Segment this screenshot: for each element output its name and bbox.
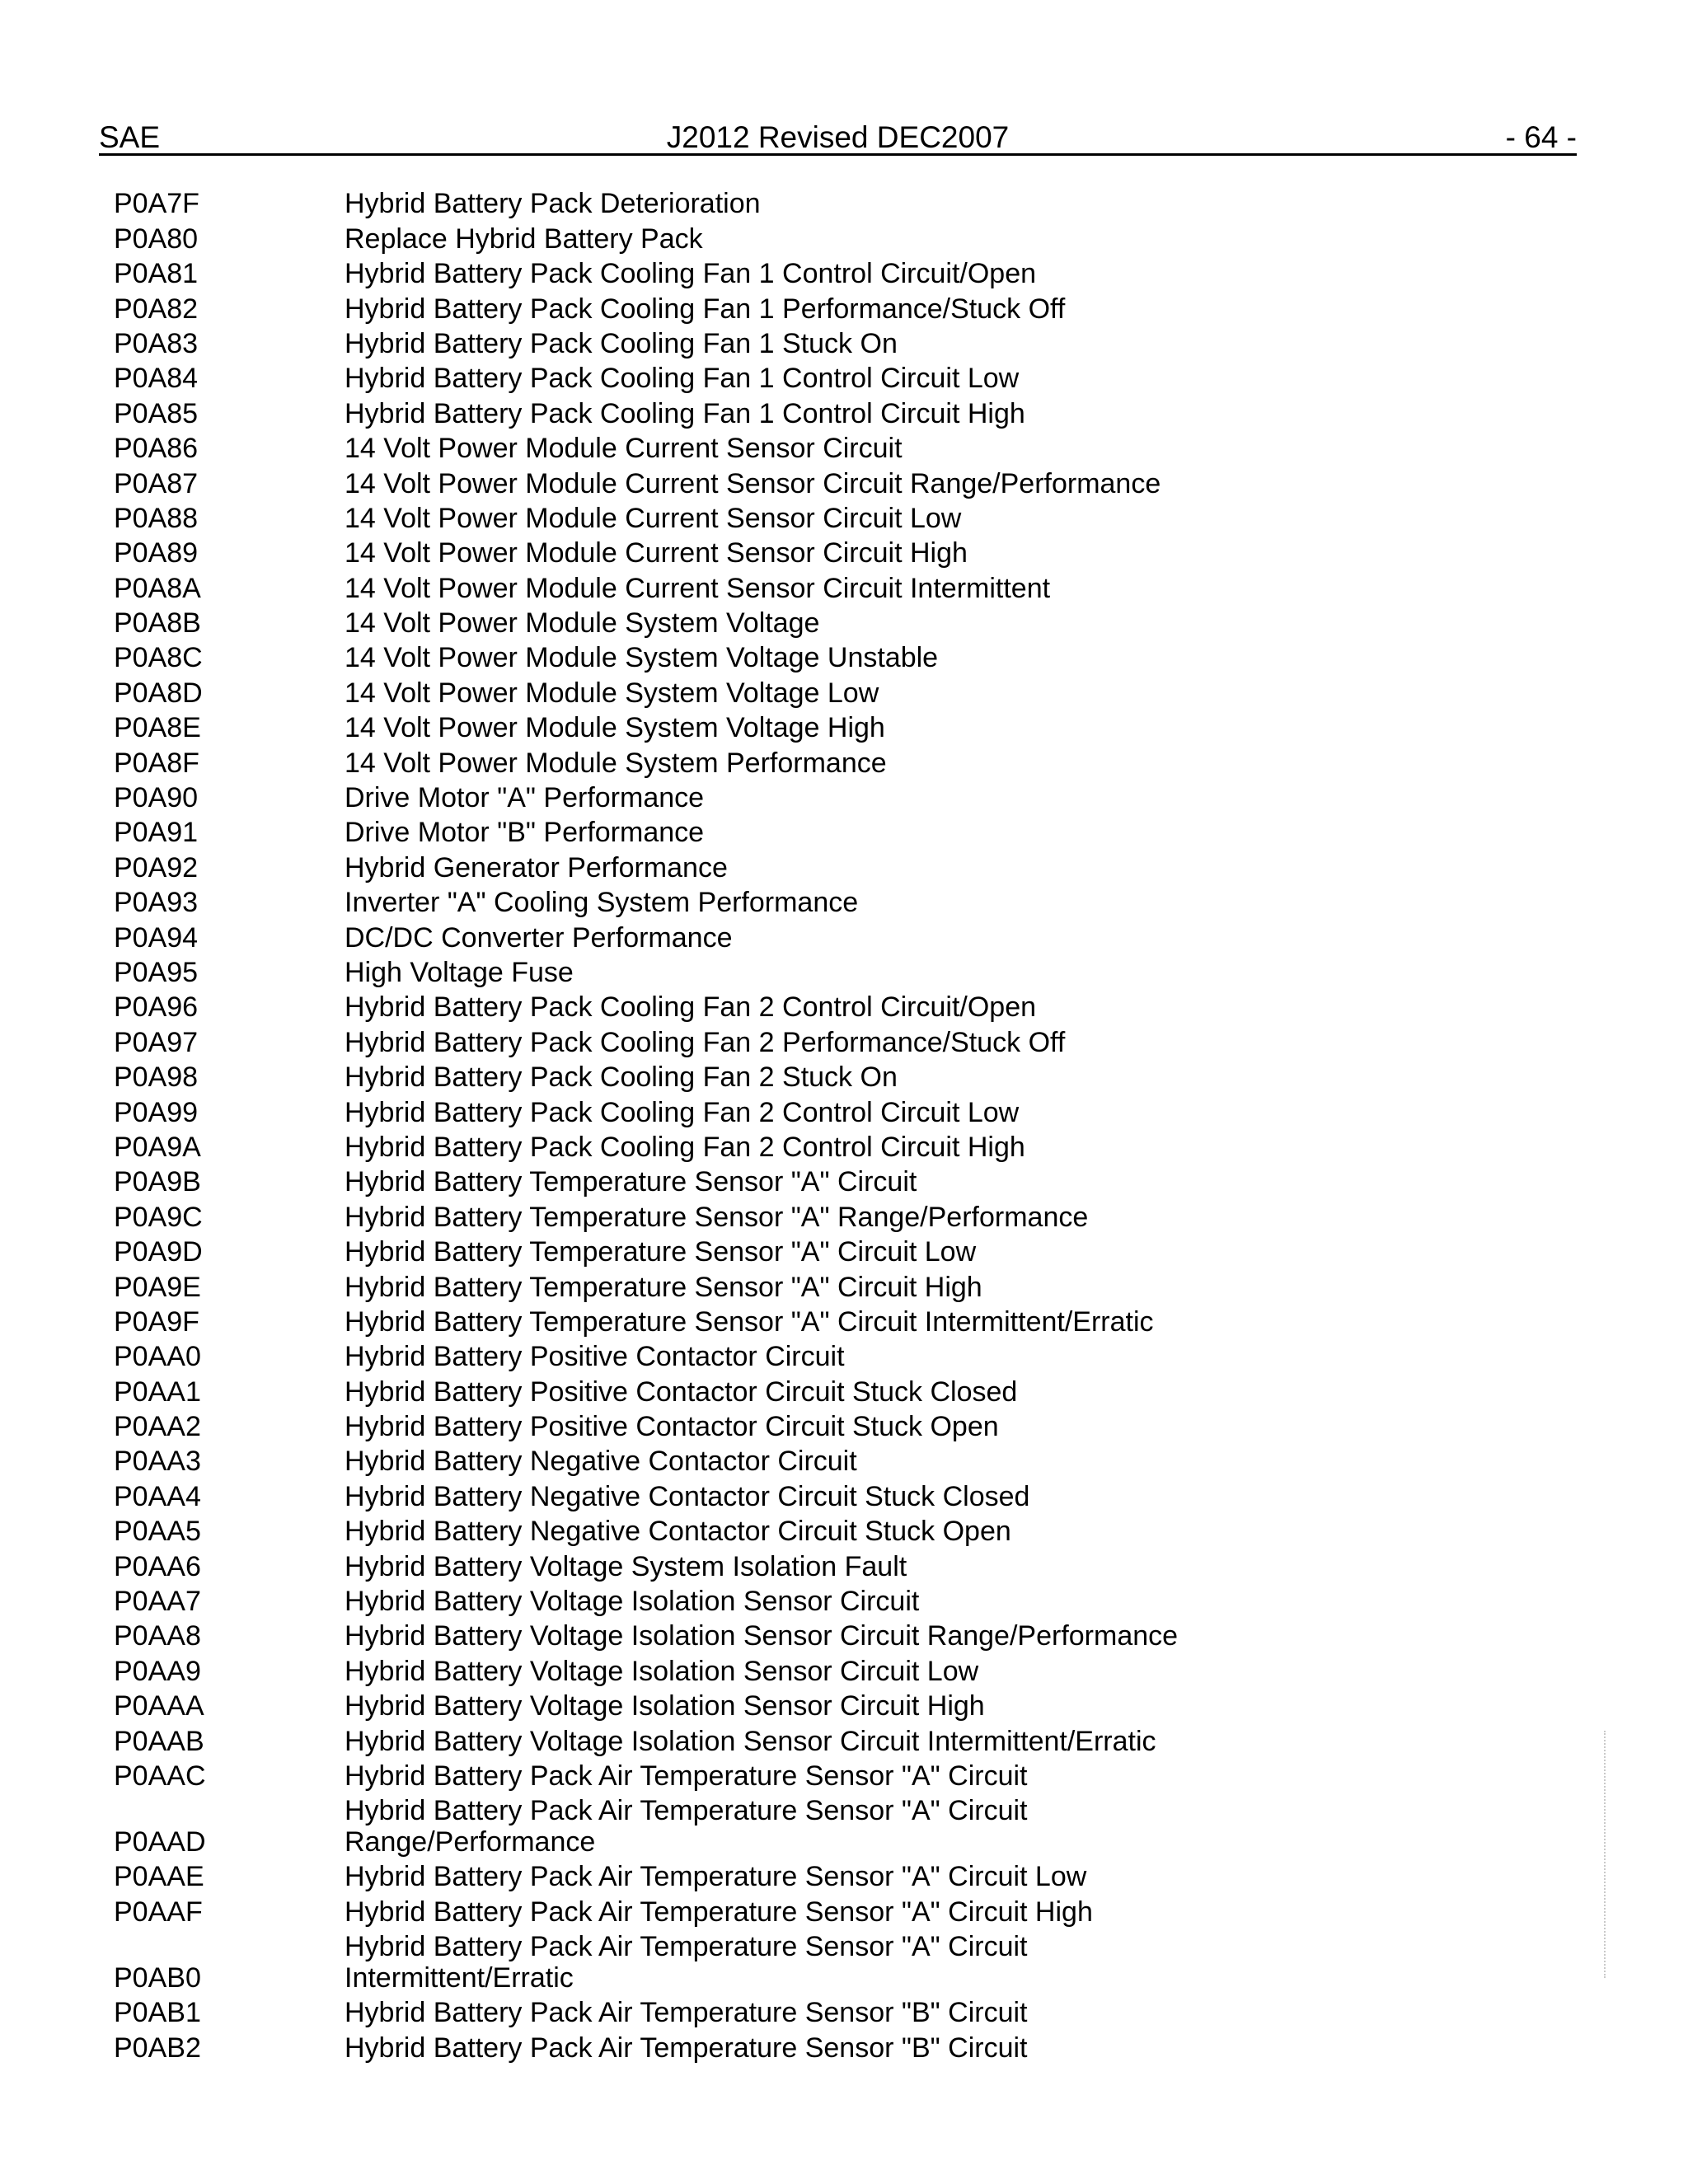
dtc-description: Hybrid Battery Positive Contactor Circuit Stuck Open <box>345 1411 999 1443</box>
code-row <box>114 256 1548 291</box>
dtc-description: Hybrid Battery Voltage Isolation Sensor Circuit Low <box>345 1655 979 1687</box>
code-row <box>114 1199 1548 1234</box>
code-row <box>114 291 1548 326</box>
dtc-description: 14 Volt Power Module System Voltage <box>345 607 820 640</box>
dtc-code: P0A9C <box>114 1201 203 1233</box>
dtc-code: P0AA2 <box>114 1411 201 1443</box>
code-row <box>114 1689 1548 1723</box>
code-row <box>114 1479 1548 1513</box>
dtc-description: Hybrid Battery Pack Cooling Fan 2 Control Circuit High <box>345 1131 1025 1163</box>
code-row <box>114 1859 1548 1894</box>
code-row <box>114 1514 1548 1549</box>
page-header <box>99 115 1577 156</box>
scan-edge-marks <box>1604 1731 1611 1978</box>
dtc-description: Hybrid Battery Pack Air Temperature Sensor "A" Circuit Range/Performance <box>345 1794 1028 1858</box>
code-row <box>114 710 1548 745</box>
dtc-description: Hybrid Battery Voltage Isolation Sensor Circuit High <box>345 1690 985 1722</box>
code-row <box>114 850 1548 884</box>
code-row <box>114 1409 1548 1444</box>
code-row <box>114 1165 1548 1199</box>
dtc-description: Hybrid Battery Pack Cooling Fan 2 Control Circuit/Open <box>345 991 1037 1024</box>
dtc-code: P0A84 <box>114 363 199 395</box>
dtc-description: Hybrid Battery Pack Air Temperature Sensor "A" Circuit Low <box>345 1861 1087 1893</box>
code-row <box>114 361 1548 396</box>
code-row <box>114 1130 1548 1165</box>
dtc-code: P0A8B <box>114 607 201 640</box>
dtc-code: P0A85 <box>114 397 199 429</box>
dtc-description: Hybrid Battery Pack Cooling Fan 2 Control Circuit Low <box>345 1096 1020 1128</box>
dtc-description: Drive Motor "B" Performance <box>345 817 705 849</box>
dtc-code: P0A93 <box>114 887 199 919</box>
code-row <box>114 1339 1548 1374</box>
dtc-description: 14 Volt Power Module Current Sensor Circuit <box>345 433 903 465</box>
code-row <box>114 745 1548 780</box>
code-row <box>114 221 1548 255</box>
dtc-code: P0A92 <box>114 851 199 883</box>
dtc-code: P0AA5 <box>114 1516 201 1548</box>
dtc-code: P0A80 <box>114 223 199 255</box>
dtc-code: P0AA6 <box>114 1550 201 1582</box>
dtc-description: 14 Volt Power Module Current Sensor Circuit Intermittent <box>345 572 1051 604</box>
dtc-code: P0A89 <box>114 537 199 569</box>
dtc-code: P0A96 <box>114 991 199 1024</box>
dtc-code: P0A97 <box>114 1026 199 1058</box>
dtc-description: Replace Hybrid Battery Pack <box>345 223 703 255</box>
dtc-description: Hybrid Generator Performance <box>345 851 728 883</box>
header-page-number: - 64 - <box>1505 120 1577 154</box>
code-row <box>114 1060 1548 1094</box>
dtc-code: P0A9D <box>114 1236 203 1268</box>
dtc-description: 14 Volt Power Module System Voltage High <box>345 712 885 744</box>
dtc-description: Hybrid Battery Pack Air Temperature Sensor "A" Circuit <box>345 1760 1028 1792</box>
dtc-code: P0AA7 <box>114 1586 201 1618</box>
code-row <box>114 1444 1548 1479</box>
dtc-code: P0A8C <box>114 642 203 674</box>
dtc-code: P0A82 <box>114 293 199 325</box>
dtc-code: P0AA4 <box>114 1480 201 1512</box>
dtc-description: Hybrid Battery Positive Contactor Circuit Stuck Closed <box>345 1376 1018 1408</box>
code-row <box>114 466 1548 500</box>
dtc-description: Hybrid Battery Pack Deterioration <box>345 188 761 220</box>
dtc-description: Hybrid Battery Negative Contactor Circuit Stuck Open <box>345 1516 1011 1548</box>
dtc-code: P0A83 <box>114 327 199 359</box>
code-row <box>114 1584 1548 1619</box>
dtc-description: Hybrid Battery Voltage Isolation Sensor Circuit Intermittent/Erratic <box>345 1725 1156 1757</box>
code-row <box>114 606 1548 640</box>
code-row <box>114 675 1548 710</box>
dtc-code: P0AA8 <box>114 1620 201 1652</box>
dtc-description: 14 Volt Power Module Current Sensor Circuit Low <box>345 502 962 534</box>
dtc-description: Hybrid Battery Voltage Isolation Sensor Circuit <box>345 1586 920 1618</box>
dtc-code: P0A8D <box>114 677 203 709</box>
code-row <box>114 1759 1548 1793</box>
dtc-code: P0A94 <box>114 921 199 954</box>
code-row <box>114 1723 1548 1758</box>
code-row <box>114 501 1548 536</box>
dtc-code: P0A98 <box>114 1062 199 1094</box>
header-document-id: J2012 Revised DEC2007 <box>666 120 1010 154</box>
dtc-description: Hybrid Battery Pack Air Temperature Sensor "A" Circuit High <box>345 1896 1093 1928</box>
code-row <box>114 536 1548 570</box>
dtc-description: Hybrid Battery Temperature Sensor "A" Circuit Low <box>345 1236 977 1268</box>
code-row <box>114 1929 1548 1995</box>
dtc-code: P0AAD <box>114 1825 206 1858</box>
dtc-description: Hybrid Battery Pack Air Temperature Sensor "A" Circuit Intermittent/Erratic <box>345 1930 1028 1994</box>
code-row <box>114 326 1548 361</box>
dtc-code: P0AAB <box>114 1725 204 1757</box>
dtc-description: Hybrid Battery Pack Cooling Fan 1 Performance/Stuck Off <box>345 293 1066 325</box>
dtc-description: Hybrid Battery Pack Cooling Fan 1 Control Circuit Low <box>345 363 1020 395</box>
dtc-description: Hybrid Battery Pack Air Temperature Sensor "B" Circuit <box>345 1997 1028 2029</box>
code-row <box>114 990 1548 1024</box>
dtc-code: P0A8A <box>114 572 201 604</box>
dtc-description: 14 Volt Power Module Current Sensor Circuit Range/Performance <box>345 467 1161 499</box>
dtc-description: Drive Motor "A" Performance <box>345 782 705 814</box>
dtc-code: P0A7F <box>114 188 199 220</box>
code-row <box>114 885 1548 920</box>
dtc-code: P0A9A <box>114 1131 201 1163</box>
dtc-code: P0AAA <box>114 1690 204 1722</box>
dtc-description: Hybrid Battery Voltage System Isolation Fault <box>345 1550 907 1582</box>
code-row <box>114 1619 1548 1653</box>
dtc-code: P0AA0 <box>114 1341 201 1373</box>
code-row <box>114 570 1548 605</box>
dtc-code: P0A8E <box>114 712 201 744</box>
code-row <box>114 955 1548 990</box>
dtc-code-list <box>114 186 1548 2065</box>
code-row <box>114 1894 1548 1929</box>
dtc-description: Hybrid Battery Pack Cooling Fan 2 Performance/Stuck Off <box>345 1026 1066 1058</box>
dtc-code: P0AB0 <box>114 1961 201 1994</box>
code-row <box>114 780 1548 815</box>
code-row <box>114 1269 1548 1304</box>
dtc-description: 14 Volt Power Module System Voltage Unstable <box>345 642 939 674</box>
code-row <box>114 396 1548 430</box>
code-row <box>114 1094 1548 1129</box>
dtc-code: P0A87 <box>114 467 199 499</box>
code-row <box>114 640 1548 675</box>
dtc-description: Hybrid Battery Temperature Sensor "A" Circuit Intermittent/Erratic <box>345 1305 1154 1338</box>
dtc-code: P0AB2 <box>114 2032 201 2064</box>
dtc-description: 14 Volt Power Module System Voltage Low <box>345 677 879 709</box>
code-row <box>114 920 1548 954</box>
dtc-code: P0AAC <box>114 1760 206 1792</box>
dtc-description: Inverter "A" Cooling System Performance <box>345 887 859 919</box>
dtc-code: P0A86 <box>114 433 199 465</box>
code-row <box>114 1374 1548 1408</box>
dtc-code: P0AA9 <box>114 1655 201 1687</box>
dtc-code: P0AAE <box>114 1861 204 1893</box>
dtc-description: Hybrid Battery Pack Air Temperature Sensor "B" Circuit <box>345 2032 1028 2064</box>
code-row <box>114 1549 1548 1583</box>
code-row <box>114 1653 1548 1688</box>
dtc-description: 14 Volt Power Module Current Sensor Circuit High <box>345 537 968 569</box>
dtc-code: P0AA3 <box>114 1446 201 1478</box>
header-org: SAE <box>99 120 161 154</box>
dtc-description: Hybrid Battery Pack Cooling Fan 1 Control Circuit High <box>345 397 1025 429</box>
code-row <box>114 1793 1548 1859</box>
dtc-description: Hybrid Battery Positive Contactor Circuit <box>345 1341 845 1373</box>
dtc-code: P0A95 <box>114 956 199 988</box>
dtc-description: High Voltage Fuse <box>345 956 574 988</box>
code-row <box>114 186 1548 221</box>
dtc-description: Hybrid Battery Temperature Sensor "A" Circuit <box>345 1166 917 1198</box>
dtc-description: Hybrid Battery Voltage Isolation Sensor Circuit Range/Performance <box>345 1620 1179 1652</box>
code-row <box>114 2030 1548 2064</box>
dtc-code: P0A9E <box>114 1271 201 1303</box>
dtc-code: P0A8F <box>114 747 199 779</box>
dtc-code: P0A88 <box>114 502 199 534</box>
dtc-code: P0A90 <box>114 782 199 814</box>
dtc-description: 14 Volt Power Module System Performance <box>345 747 887 779</box>
dtc-description: Hybrid Battery Pack Cooling Fan 1 Stuck On <box>345 327 898 359</box>
dtc-description: Hybrid Battery Pack Cooling Fan 1 Control Circuit/Open <box>345 258 1037 290</box>
dtc-code: P0A91 <box>114 817 199 849</box>
dtc-code: P0A9B <box>114 1166 201 1198</box>
code-row <box>114 815 1548 850</box>
dtc-description: Hybrid Battery Pack Cooling Fan 2 Stuck On <box>345 1062 898 1094</box>
dtc-description: Hybrid Battery Negative Contactor Circuit <box>345 1446 857 1478</box>
code-row <box>114 1024 1548 1059</box>
code-row <box>114 1305 1548 1339</box>
dtc-description: DC/DC Converter Performance <box>345 921 733 954</box>
dtc-code: P0A99 <box>114 1096 199 1128</box>
code-row <box>114 1995 1548 2030</box>
dtc-code: P0AA1 <box>114 1376 201 1408</box>
dtc-code: P0A81 <box>114 258 199 290</box>
dtc-description: Hybrid Battery Temperature Sensor "A" Range/Performance <box>345 1201 1089 1233</box>
code-row <box>114 431 1548 466</box>
dtc-code: P0AB1 <box>114 1997 201 2029</box>
code-row <box>114 1235 1548 1269</box>
dtc-code: P0AAF <box>114 1896 203 1928</box>
dtc-description: Hybrid Battery Temperature Sensor "A" Circuit High <box>345 1271 982 1303</box>
dtc-description: Hybrid Battery Negative Contactor Circuit Stuck Closed <box>345 1480 1030 1512</box>
dtc-code: P0A9F <box>114 1305 199 1338</box>
